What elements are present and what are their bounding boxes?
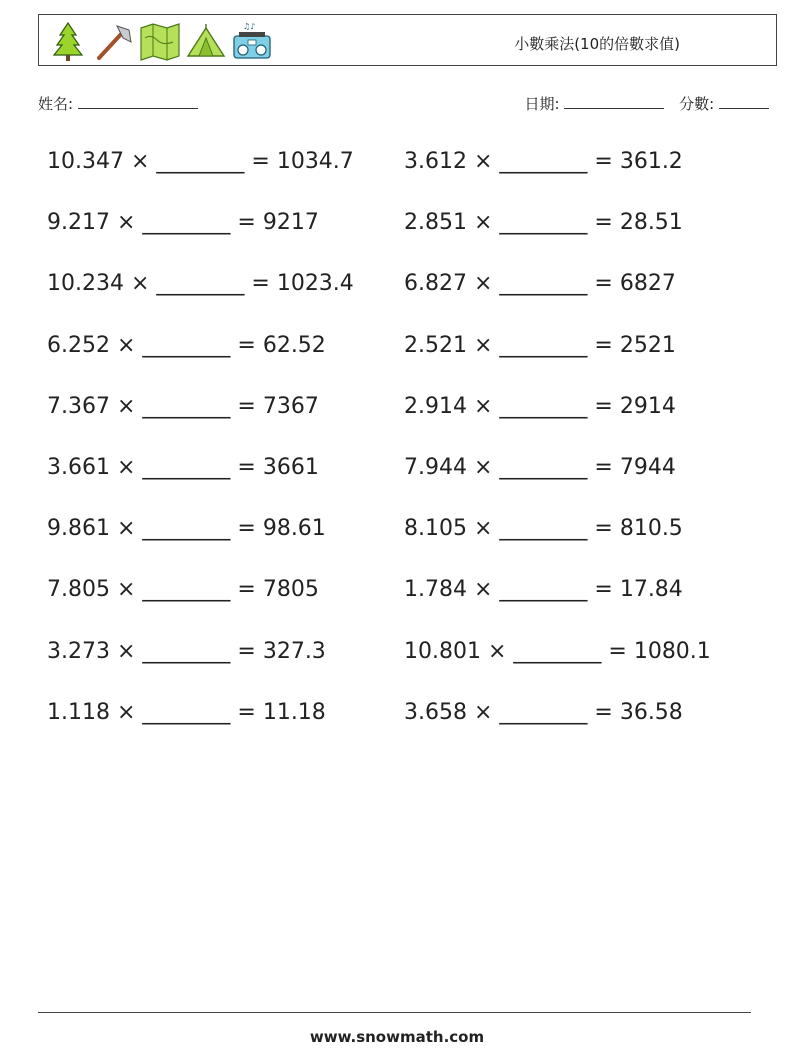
- date-blank[interactable]: [564, 96, 664, 109]
- problem-row: [47, 205, 767, 266]
- problem-row: [47, 266, 767, 327]
- problem-row: [47, 511, 767, 572]
- problem-item: 8.105 × ________ = 810.5: [404, 516, 683, 542]
- date-label: 日期:: [524, 95, 560, 113]
- problem-item: 10.234 × ________ = 1023.4: [47, 271, 354, 297]
- problem-item: 10.347 × ________ = 1034.7: [47, 149, 354, 174]
- problem-item: 2.914 × ________ = 2914: [404, 393, 676, 419]
- problem-item: 3.612 × ________ = 361.2: [404, 149, 683, 174]
- problem-item: 3.661 × ________ = 3661: [47, 454, 319, 480]
- score-label: 分數:: [679, 95, 715, 113]
- problem-row: [47, 389, 767, 450]
- worksheet-title: 小數乘法(10的倍數求值): [514, 35, 680, 53]
- score-blank[interactable]: [719, 96, 769, 109]
- problem-row: [47, 695, 767, 756]
- problem-item: 7.805 × ________ = 7805: [47, 577, 319, 603]
- problem-item: 9.861 × ________ = 98.61: [47, 516, 326, 542]
- svg-text:♫♪: ♫♪: [243, 22, 256, 31]
- date-score-fields: [525, 93, 769, 114]
- problem-row: [47, 450, 767, 511]
- name-blank[interactable]: [78, 96, 198, 109]
- problem-item: 1.784 × ________ = 17.84: [404, 577, 683, 603]
- problem-item: 9.217 × ________ = 9217: [47, 210, 319, 236]
- problem-item: 2.521 × ________ = 2521: [404, 332, 676, 358]
- tent-icon: [185, 20, 227, 62]
- problem-grid: [47, 144, 767, 756]
- footer-website[interactable]: www.snowmath.com: [309, 1028, 485, 1046]
- problem-item: 10.801 × ________ = 1080.1: [404, 638, 711, 664]
- problem-item: 3.658 × ________ = 36.58: [404, 699, 683, 725]
- name-label: 姓名:: [38, 95, 74, 113]
- header-icons: [47, 19, 273, 63]
- problem-item: 7.944 × ________ = 7944: [404, 454, 676, 480]
- problem-row: [47, 328, 767, 389]
- problem-item: 1.118 × ________ = 11.18: [47, 699, 326, 725]
- problem-item: 3.273 × ________ = 327.3: [47, 638, 326, 664]
- problem-row: [47, 144, 767, 205]
- name-field: [38, 93, 198, 114]
- worksheet-header: [38, 14, 777, 66]
- pine-tree-icon: [47, 20, 89, 62]
- map-icon: [139, 20, 181, 62]
- problem-row: [47, 634, 767, 695]
- boombox-icon: [231, 20, 273, 62]
- axe-icon: [93, 20, 135, 62]
- problem-item: 6.252 × ________ = 62.52: [47, 332, 326, 358]
- problem-item: 7.367 × ________ = 7367: [47, 393, 319, 419]
- problem-row: [47, 572, 767, 633]
- problem-item: 6.827 × ________ = 6827: [404, 271, 676, 297]
- problem-item: 2.851 × ________ = 28.51: [404, 210, 683, 236]
- footer-divider: [38, 1012, 751, 1013]
